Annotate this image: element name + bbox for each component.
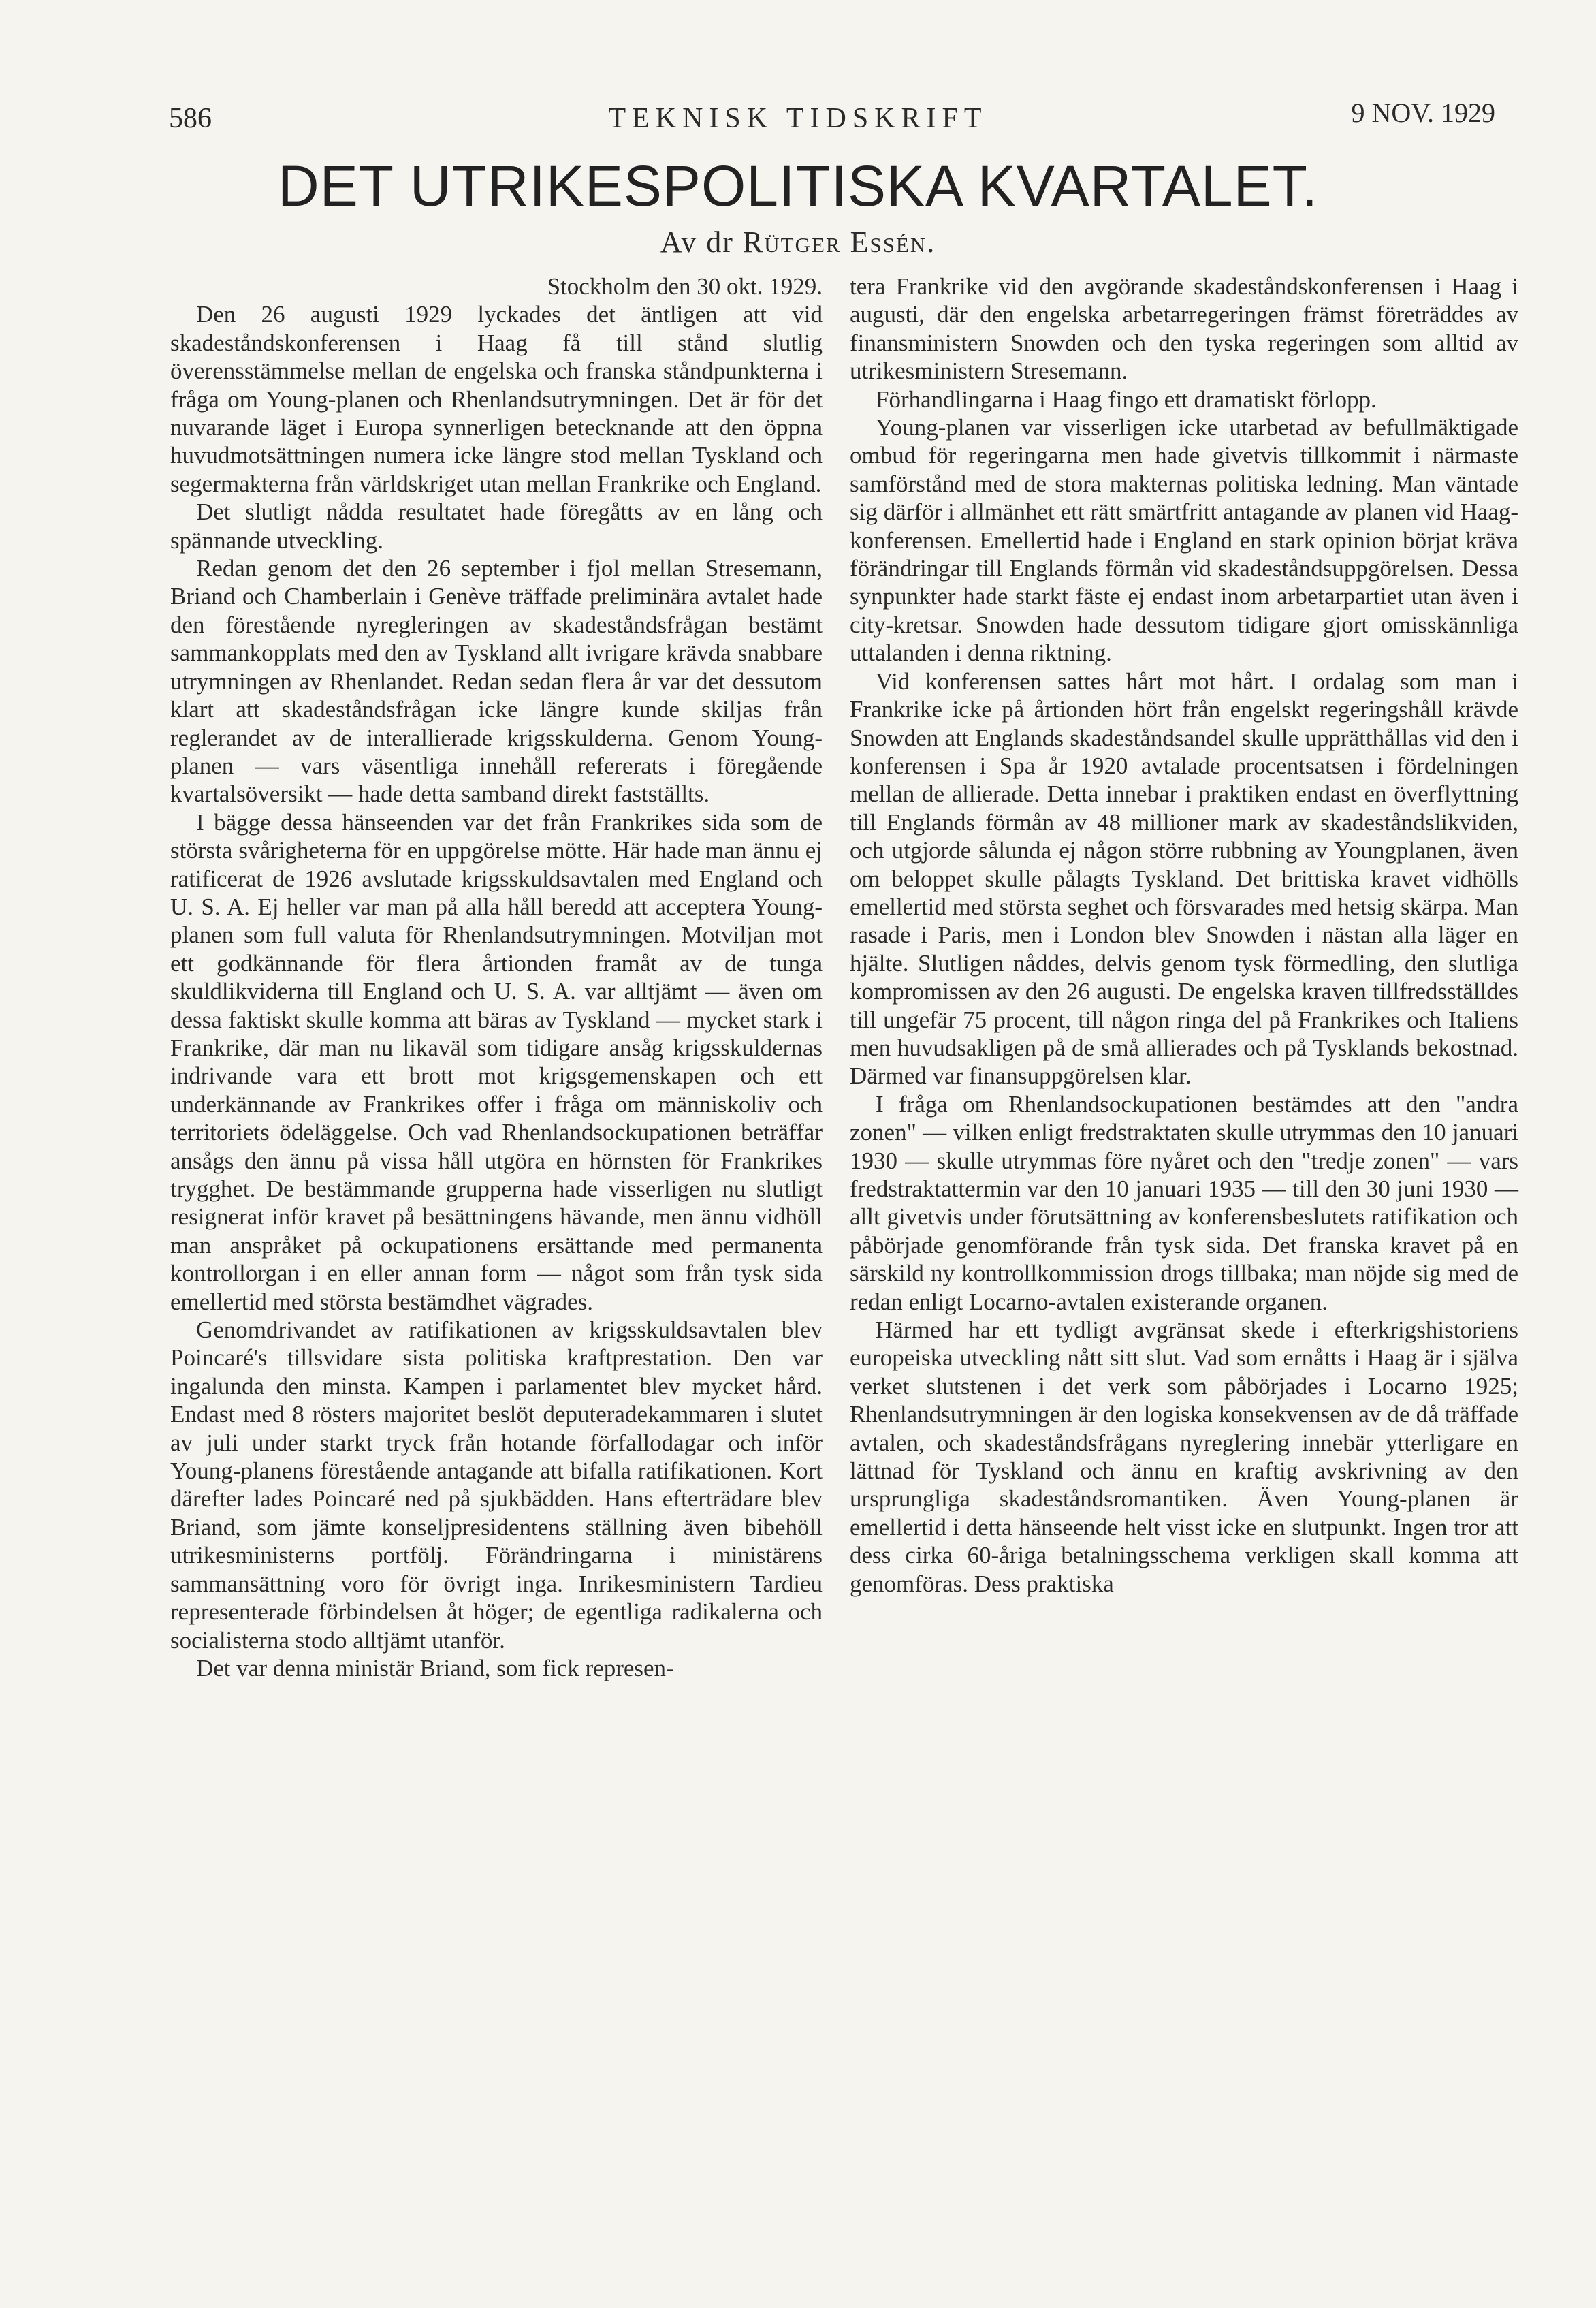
running-head: [0, 97, 1596, 143]
dateline: Stockholm den 30 okt. 1929.: [547, 273, 823, 300]
paragraph: Den 26 augusti 1929 lyckades det äntligen att vid skadeståndskonferensen i Haag få till stånd slutlig överensstämmelse mellan de engelska och franska ståndpunkterna i fråga om Young-planen och Rhenlandsutrymningen. Det är för det nuvarande läget i Europa synnerligen betecknande att den öppna huvudmotsättningen numera icke längre stod mellan Tyskland och segermakterna från världskriget utan mellan Frankrike och England.: [170, 301, 823, 497]
right-column: [850, 272, 1518, 1598]
article-title: DET UTRIKESPOLITISKA KVARTALET.: [278, 154, 1318, 218]
byline: [0, 225, 1596, 259]
paragraph: I bägge dessa hänseenden var det från Frankrikes sida som de största svårigheterna för en uppgörelse mötte. Här hade man ännu ej ratificerat de 1926 avslutade krigsskuldsavtalen med England och U. S. A. Ej heller var man på alla håll beredd att acceptera Young-planen som full valuta för Rhenlandsutrymningen. Motviljan mot ett godkännande för flera årtionden framåt av de tunga skuldlikviderna till England och U. S. A. var alltjämt — även om dessa faktiskt skulle komma att bäras av Tyskland — mycket stark i Frankrike, där man nu likaväl som tidigare ansåg krigsskuldernas indrivande vara ett brott mot krigsgemenskapen och ett underkännande av Frankrikes offer i fråga om människoliv och territoriets ödeläggelse. Och vad Rhenlandsockupationen beträffar ansågs den ännu på vissa håll utgöra en hörnsten för Frankrikes trygghet. De bestämmande grupperna hade visserligen nu slutligt resignerat inför kravet på besättningens hävande, men ännu vidhöll man anspråket på ockupationens ersättande med permanenta kontrollorgan i en eller annan form — något som från tysk sida emellertid med största bestämdhet vägrades.: [170, 808, 823, 1315]
paragraph: Härmed har ett tydligt avgränsat skede i efterkrigshistoriens europeiska utveckling nått sitt slut. Vad som ernåtts i Haag är i själva verket slutstenen i det verk som påbörjades i Locarno 1925; Rhenlandsutrymningen är den logiska konsekvensen av de då träffade avtalen, och skadeståndsfrågans nyreglering innebär ytterligare en lättnad för Tyskland och ännu en kraftig avskrivning av den ursprungliga skadeståndsromantiken. Även Young-planen är emellertid i detta hänseende helt visst icke en slutpunkt. Ingen tror att dess cirka 60-åriga betalningsschema verkligen skall komma att genomföras. Dess praktiska: [850, 1316, 1518, 1597]
paragraph: I fråga om Rhenlandsockupationen bestämdes att den "andra zonen" — vilken enligt fredstraktaten skulle utrymmas den 10 januari 1930 — skulle utrymmas före nyåret och den "tredje zonen" — vars fredstraktattermin var den 10 januari 1935 — till den 30 juni 1930 — allt givetvis under förutsättning av konferensbeslutets ratifikation och påbörjade genomförande från tysk sida. Det franska kravet på en särskild ny kontrollkommission drogs tillbaka; man nöjde sig med de redan enligt Locarno-avtalen existerande organen.: [850, 1090, 1518, 1315]
paragraph: Förhandlingarna i Haag fingo ett dramatiskt förlopp.: [876, 385, 1377, 413]
issue-date: 9 NOV. 1929: [1351, 97, 1495, 128]
paragraph: Det slutligt nådda resultatet hade föregåtts av en lång och spännande utveckling.: [170, 499, 823, 554]
paragraph: Genomdrivandet av ratifikationen av krigsskuldsavtalen blev Poincaré's tillsvidare sista politiska kraftprestation. Den var ingalunda den minsta. Kampen i parlamentet blev mycket hård. Endast med 8 rösters majoritet beslöt deputeradekammaren i slutet av juli under starkt tryck från hotande förfallodagar och inför Young-planens förestående antagande att bifalla ratifikationen. Kort därefter lades Poincaré ned på sjukbädden. Hans efterträdare blev Briand, som jämte konseljpresidentens ställning även bibehöll utrikesministerns portfölj. Förändringarna i ministärens sammansättning voro för övrigt inga. Inrikesministern Tardieu representerade förbindelsen åt höger; de egentliga radikalerna och socialisterna stodo alltjämt utanför.: [170, 1316, 823, 1654]
paragraph: tera Frankrike vid den avgörande skadeståndskonferensen i Haag i augusti, där den engelska arbetarregeringen främst företräddes av finansministern Snowden och den tyska regeringen som alltid av utrikesministern Stresemann.: [850, 273, 1518, 385]
paragraph: Redan genom det den 26 september i fjol mellan Stresemann, Briand och Chamberlain i Genève träffade preliminära avtalet hade den förestående nyregleringen av skadeståndsfrågan bestämt sammankopplats med den av Tyskland allt ivrigare krävda snabbare utrymningen av Rhenlandet. Redan sedan flera år var det dessutom klart att skadeståndsfrågan icke längre kunde skiljas från reglerandet av de interallierade krigsskulderna. Genom Young-planen — vars väsentliga innehåll refererats i föregående kvartalsöversikt — hade detta samband direkt fastställts.: [170, 555, 823, 808]
byline-prefix: Av dr: [660, 225, 734, 259]
journal-title: TEKNISK TIDSKRIFT: [608, 103, 988, 134]
paragraph: Vid konferensen sattes hårt mot hårt. I ordalag som man i Frankrike icke på årtionden hört från engelskt regeringshåll krävde Snowden att Englands skadeståndsandel skulle upprätthållas vid den i konferensen i Spa år 1920 avtalade procentsatsen i fördelningen mellan de allierade. Detta innebar i praktiken endast en överflyttning till Englands förmån av 48 millioner mark av skadeståndslikviden, och utgjorde sålunda ej någon större rubbning av Youngplanen, även om beloppet skulle pålagts Tyskland. Det brittiska kravet vidhölls emellertid med största seghet och försvarades med hetsig skärpa. Man rasade i Paris, men i London blev Snowden i nästan alla läger en hjälte. Slutligen nåddes, delvis genom tysk förmedling, den slutliga kompromissen av den 26 augusti. De engelska kraven tillfredsställdes till ungefär 75 procent, till någon ringa del på Frankrikes och Italiens men huvudsakligen på de små allierades och på Tysklands bekostnad. Därmed var finansuppgörelsen klar.: [850, 667, 1518, 1090]
left-column: [170, 272, 823, 1682]
page-number: 586: [169, 103, 212, 134]
paragraph: Young-planen var visserligen icke utarbetad av befullmäktigade ombud för regeringarna men hade givetvis tillkommit i närmaste samförstånd med de stora makternas politiska ledning. Man väntade sig därför i allmänhet ett rätt smärtfritt antagande av planen vid Haag-konferensen. Emellertid hade i England en stark opinion börjat kräva förändringar till Englands förmån vid skadeståndsuppgörelsen. Dessa synpunkter hade starkt fäste ej endast inom arbetarpartiet utan även i city-kretsar. Snowden hade dessutom tidigare gjort omisskännliga uttalanden i denna riktning.: [850, 414, 1518, 667]
paragraph: Det var denna ministär Briand, som fick represen-: [196, 1654, 674, 1681]
byline-author: Rütger Essén.: [742, 225, 936, 259]
